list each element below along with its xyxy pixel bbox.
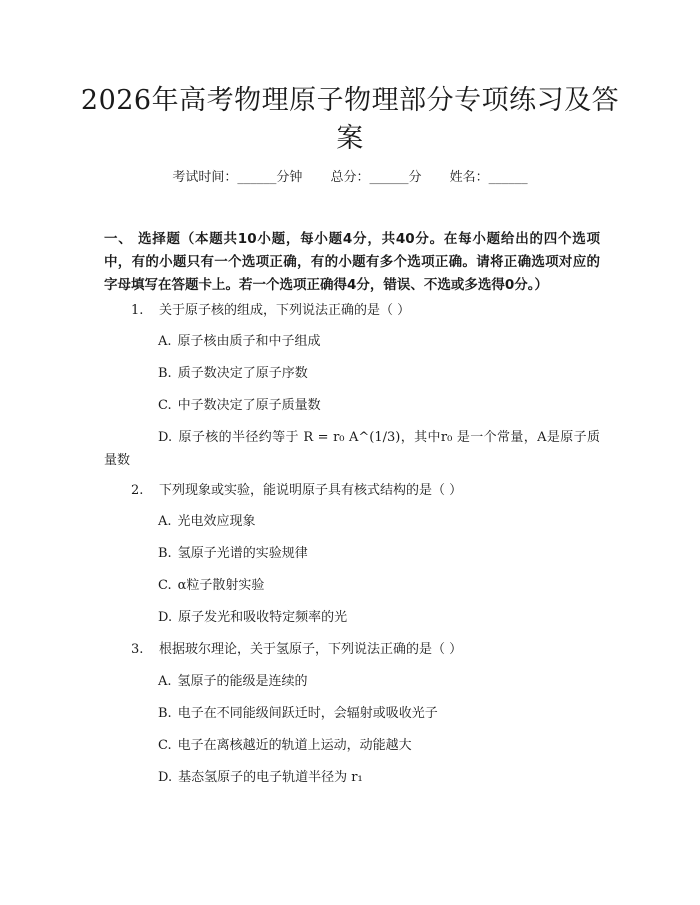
- section-heading: 一、 选择题（本题共10小题，每小题4分，共40分。在每小题给出的四个选项中，有的小题只有一个选项正确，有的小题有多个选项正确。请将正确选项对应的字母填写在答题卡上。若一个选项正确得4分，错误、不选或多选得0分。）: [104, 231, 600, 293]
- question-3: [131, 640, 601, 660]
- option-label: A.: [158, 334, 172, 349]
- question-stem: 根据玻尔理论，关于氢原子，下列说法正确的是（ ）: [159, 642, 463, 657]
- option-label: C.: [158, 578, 172, 593]
- option-text: 基态氢原子的电子轨道半径为 r₁: [178, 770, 363, 785]
- exam-time-field: 考试时间：______分钟: [172, 170, 303, 185]
- question-1-option-a: [158, 332, 600, 352]
- option-label: D.: [158, 610, 173, 625]
- option-label: A.: [158, 674, 172, 689]
- question-number: 3.: [131, 642, 144, 657]
- question-2-option-c: [158, 576, 600, 596]
- option-label: B.: [158, 366, 172, 381]
- question-stem: 关于原子核的组成，下列说法正确的是（ ）: [159, 303, 411, 318]
- question-number: 1.: [131, 303, 144, 318]
- option-label: D.: [158, 770, 173, 785]
- option-text: 氢原子的能级是连续的: [177, 674, 308, 689]
- option-label: B.: [158, 706, 172, 721]
- question-2-option-b: [158, 544, 600, 564]
- question-2: [131, 481, 601, 501]
- question-3-option-a: [158, 672, 600, 692]
- question-2-option-a: [158, 512, 600, 532]
- document-title: 2026年高考物理原子物理部分专项练习及答案: [80, 85, 620, 154]
- option-text: α粒子散射实验: [177, 578, 265, 593]
- option-text: 原子核的半径约等于 R = r₀ A^(1/3)，其中r₀ 是一个常量，A是原子质量数: [104, 430, 600, 468]
- question-1-option-d: [104, 426, 600, 472]
- option-text: 光电效应现象: [177, 514, 256, 529]
- question-1: [131, 301, 601, 321]
- question-2-option-d: [158, 608, 600, 628]
- option-text: 氢原子光谱的实验规律: [177, 546, 308, 561]
- option-text: 原子核由质子和中子组成: [177, 334, 321, 349]
- question-3-option-b: [158, 704, 600, 724]
- question-1-option-b: [158, 364, 600, 384]
- question-number: 2.: [131, 483, 144, 498]
- exam-info: [0, 168, 700, 188]
- option-label: C.: [158, 398, 172, 413]
- question-1-option-c: [158, 396, 600, 416]
- option-text: 原子发光和吸收特定频率的光: [178, 610, 348, 625]
- name-field: 姓名：______: [449, 170, 528, 185]
- option-text: 中子数决定了原子质量数: [177, 398, 321, 413]
- total-score-field: 总分：______分: [330, 170, 422, 185]
- question-stem: 下列现象或实验，能说明原子具有核式结构的是（ ）: [159, 483, 463, 498]
- question-3-option-d: [158, 768, 600, 788]
- option-text: 电子在不同能级间跃迁时，会辐射或吸收光子: [177, 706, 438, 721]
- option-label: A.: [158, 514, 172, 529]
- option-label: D.: [158, 430, 173, 445]
- question-3-option-c: [158, 736, 600, 756]
- option-label: C.: [158, 738, 172, 753]
- option-text: 质子数决定了原子序数: [177, 366, 308, 381]
- option-label: B.: [158, 546, 172, 561]
- option-text: 电子在离核越近的轨道上运动，动能越大: [177, 738, 412, 753]
